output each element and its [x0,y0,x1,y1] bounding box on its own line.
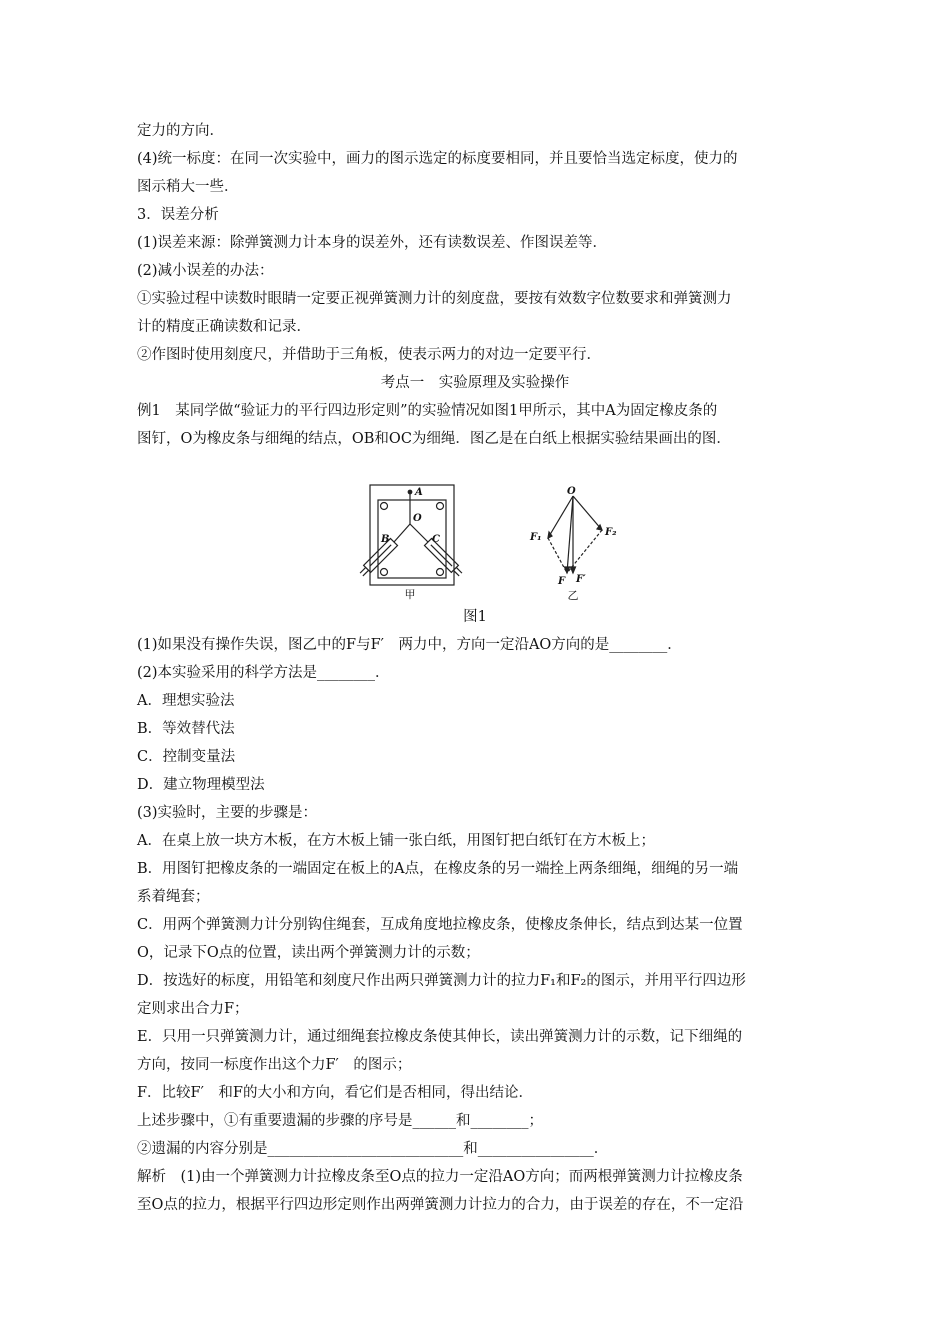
section-heading: 3．误差分析 [137,207,219,223]
label-f: F [558,576,566,587]
label-c: C [432,534,440,545]
step-text: C．用两个弹簧测力计分别钩住绳套，互成角度地拉橡皮条，使橡皮条伸长，结点到达某一位置 [137,917,743,933]
question-text: (3)实验时，主要的步骤是： [137,805,318,821]
analysis-text: 解析 (1)由一个弹簧测力计拉橡皮条至O点的拉力一定沿AO方向；而两根弹簧测力计拉橡皮条 [137,1169,743,1185]
step-text: D．按选好的标度，用铅笔和刻度尺作出两只弹簧测力计的拉力F₁和F₂的图示，并用平行四边形 [137,973,746,989]
question-text: (2)本实验采用的科学方法是________． [137,665,390,681]
figure-caption: 图1 [463,609,487,625]
label-fprime: F′ [576,574,586,585]
label-f2: F₂ [605,527,617,538]
spring-scale-right-icon [424,538,464,578]
example-text: 图钉，O为橡皮条与细绳的结点，OB和OC为细绳．图乙是在白纸上根据实验结果画出的图． [137,431,731,447]
label-a: A [415,487,423,498]
step-text: 系着绳套； [137,889,210,905]
pushpin-icon [437,569,444,576]
caption-yi: 乙 [567,589,579,600]
pushpin-icon [381,569,388,576]
figure-1 [340,480,640,600]
question-text: 上述步骤中，①有重要遗漏的步骤的序号是______和________； [137,1113,543,1129]
text-line: 定力的方向． [137,123,224,139]
string-oc [410,524,428,542]
step-text: O，记录下O点的位置，读出两个弹簧测力计的示数； [137,945,480,961]
caption-jia: 甲 [404,588,416,600]
example-text: 例1 某同学做“验证力的平行四边形定则”的实验情况如图1甲所示，其中A为固定橡皮条的 [137,403,718,419]
pushpin-icon [437,503,444,510]
pushpin-icon [381,503,388,510]
section-title: 考点一 实验原理及实验操作 [380,375,570,391]
text-line: (4)统一标度：在同一次实验中，画力的图示选定的标度要相同，并且要恰当选定标度，使力的 [137,151,738,167]
label-f1: F₁ [530,532,542,543]
option-a: A．理想实验法 [137,693,235,709]
question-text: ②遗漏的内容分别是___________________________和________________． [137,1141,609,1157]
step-text: 方向，按同一标度作出这个力F′ 的图示； [137,1057,412,1073]
option-c: C．控制变量法 [137,749,236,765]
option-b: B．等效替代法 [137,721,235,737]
step-text: A．在桌上放一块方木板，在方木板上铺一张白纸，用图钉把白纸钉在方木板上； [137,833,655,849]
force-f2-arrow [573,496,602,530]
text-line: (2)减小误差的办法： [137,263,274,279]
step-text: B．用图钉把橡皮条的一端固定在板上的A点，在橡皮条的另一端拴上两条细绳，细绳的另一端 [137,861,739,877]
string-ob [394,524,410,542]
option-d: D．建立物理模型法 [137,777,265,793]
analysis-text: 至O点的拉力，根据平行四边形定则作出两弹簧测力计拉力的合力，由于误差的存在，不一定沿 [137,1197,744,1213]
figure-yi [548,496,602,573]
figure-jia [358,485,464,585]
force-f1-arrow [548,496,573,538]
step-text: 定则求出合力F； [137,1001,249,1017]
step-text: F．比较F′ 和F的大小和方向，看它们是否相同，得出结论． [137,1085,533,1101]
parallelogram-side [548,538,567,573]
label-b: B [381,534,390,545]
text-line: ①实验过程中读数时眼睛一定要正视弹簧测力计的刻度盘，要按有效数字位数要求和弹簧测力 [137,291,732,307]
question-text: (1)如果没有操作失误，图乙中的F与F′ 两力中，方向一定沿AO方向的是________． [137,637,682,653]
label-o-jia: O [413,513,422,524]
text-line: 图示稍大一些． [137,179,239,195]
text-line: ②作图时使用刻度尺，并借助于三角板，使表示两力的对边一定要平行． [137,347,601,363]
text-line: (1)误差来源：除弹簧测力计本身的误差外，还有读数误差、作图误差等． [137,235,608,251]
force-f-arrow [567,496,573,573]
text-line: 计的精度正确读数和记录． [137,319,311,335]
step-text: E．只用一只弹簧测力计，通过细绳套拉橡皮条使其伸长，读出弹簧测力计的示数，记下细绳的 [137,1029,743,1045]
label-o-yi: O [567,486,576,497]
